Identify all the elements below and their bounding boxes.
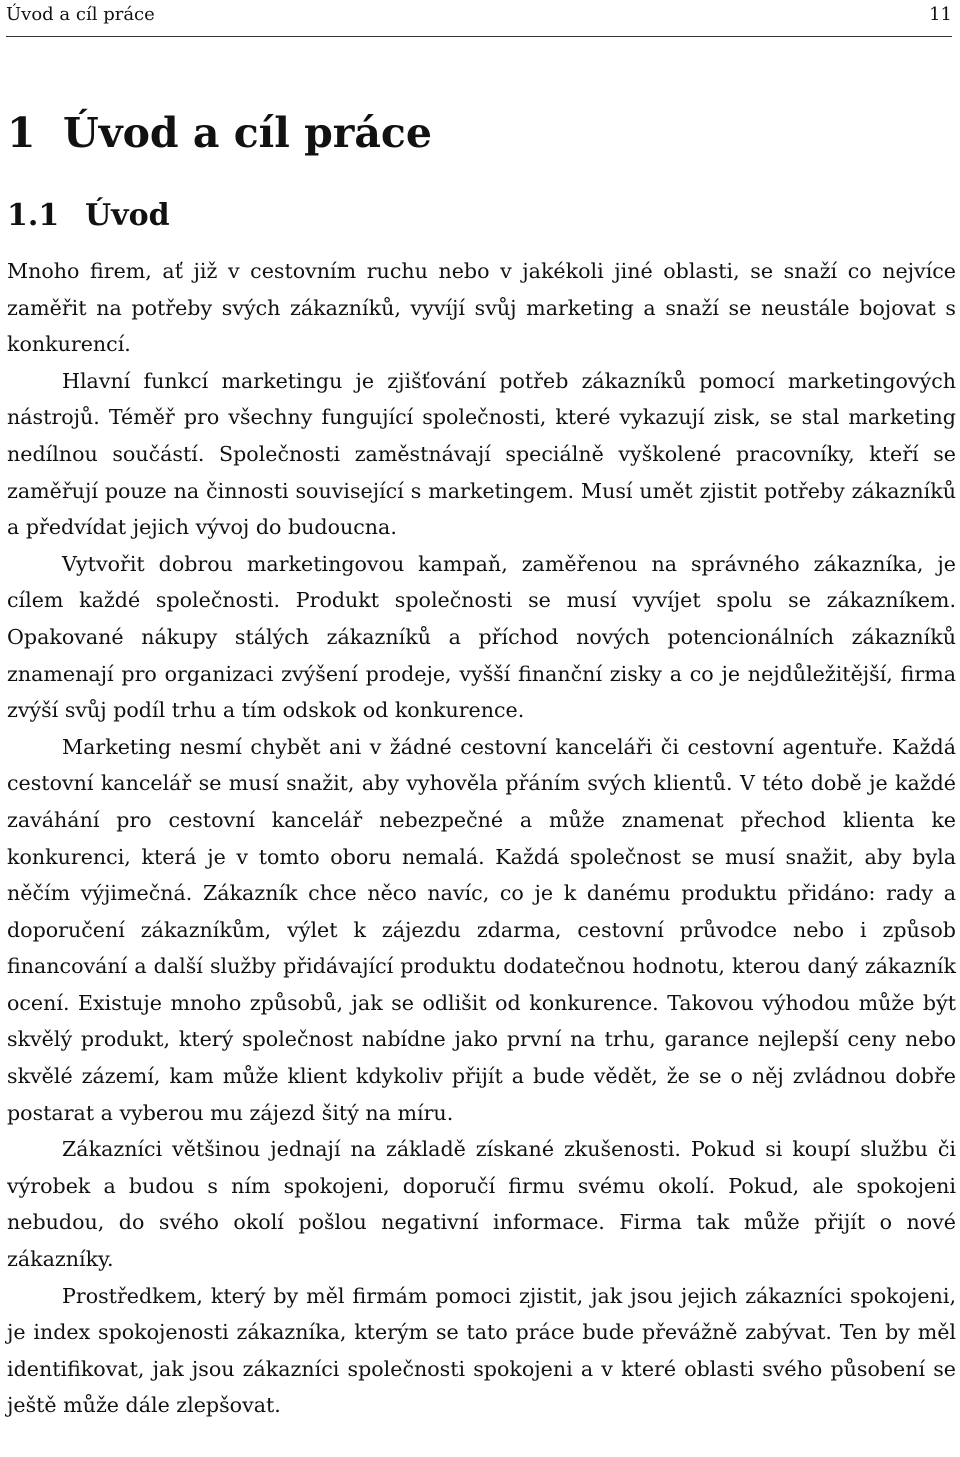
body-text [7,253,956,1424]
chapter-title: Úvod a cíl práce [63,109,432,157]
paragraph-4: Marketing nesmí chybět ani v žádné cestovní kanceláři či cestovní agentuře. Každá cestovní kancelář se musí snažit, aby vyhověla přáním svých klientů. V této době je každé zaváhání pro cestovní kancelář nebezpečné a může znamenat přechod klienta ke konkurenci, která je v tomto oboru nemalá. Každá společnost se musí snažit, aby byla něčím výjimečná. Zákazník chce něco navíc, co je k danému produktu přidáno: rady a doporučení zákazníkům, výlet k zájezdu zdarma, cestovní průvodce nebo i způsob financování a další služby přidávající produktu dodatečnou hodnotu, kterou daný zákazník ocení. Existuje mnoho způsobů, jak se odlišit od konkurence. Takovou výhodou může být skvělý produkt, který společnost nabídne jako první na trhu, garance nejlepší ceny nebo skvělé zázemí, kam může klient kdykoliv přijít a bude vědět, že se o něj zvládnou dobře postarat a vyberou mu zájezd šitý na míru. [7,734,956,1125]
section-heading [7,193,170,239]
paragraph-1: Mnoho firem, ať již v cestovním ruchu nebo v jakékoli jiné oblasti, se snaží co nejvíce zaměřit na potřeby svých zákazníků, vyvíjí svůj marketing a snaží se neustále bojovat s konkurencí. [7,259,956,357]
paragraph-2: Hlavní funkcí marketingu je zjišťování potřeb zákazníků pomocí marketingových nástrojů. Téměř pro všechny fungující společnosti, které vykazují zisk, se stal marketing nedílnou součástí. Společnosti zaměstnávají speciálně vyškolené pracovníky, kteří se zaměřují pouze na činnosti související s marketingem. Musí umět zjistit potřeby zákazníků a předvídat jejich vývoj do budoucna. [7,368,956,540]
chapter-number: 1 [7,109,36,157]
paragraph-5: Zákazníci většinou jednají na základě získané zkušenosti. Pokud si koupí službu či výrobek a budou s ním spokojeni, doporučí firmu svému okolí. Pokud, ale spokojeni nebudou, do svého okolí pošlou negativní informace. Firma tak může přijít o nové zákazníky. [7,1137,956,1272]
section-title: Úvod [85,198,170,233]
page-number: 11 [929,4,952,25]
chapter-heading [7,104,432,162]
running-header [6,0,952,37]
paragraph-6: Prostředkem, který by měl firmám pomoci zjistit, jak jsou jejich zákazníci spokojeni, je index spokojenosti zákazníka, kterým se tato práce bude převážně zabývat. Ten by měl identifikovat, jak jsou zákazníci společnosti spokojeni a v které oblasti svého působení se ještě může dále zlepšovat. [7,1283,956,1418]
section-number: 1.1 [7,198,60,233]
running-header-title: Úvod a cíl práce [6,4,155,25]
paragraph-3: Vytvořit dobrou marketingovou kampaň, zaměřenou na správného zákazníka, je cílem každé společnosti. Produkt společnosti se musí vyvíjet spolu se zákazníkem. Opakované nákupy stálých zákazníků a příchod nových potencionálních zákazníků znamenají pro organizaci zvýšení prodeje, vyšší finanční zisky a co je nejdůležitější, firma zvýší svůj podíl trhu a tím odskok od konkurence. [7,551,956,723]
